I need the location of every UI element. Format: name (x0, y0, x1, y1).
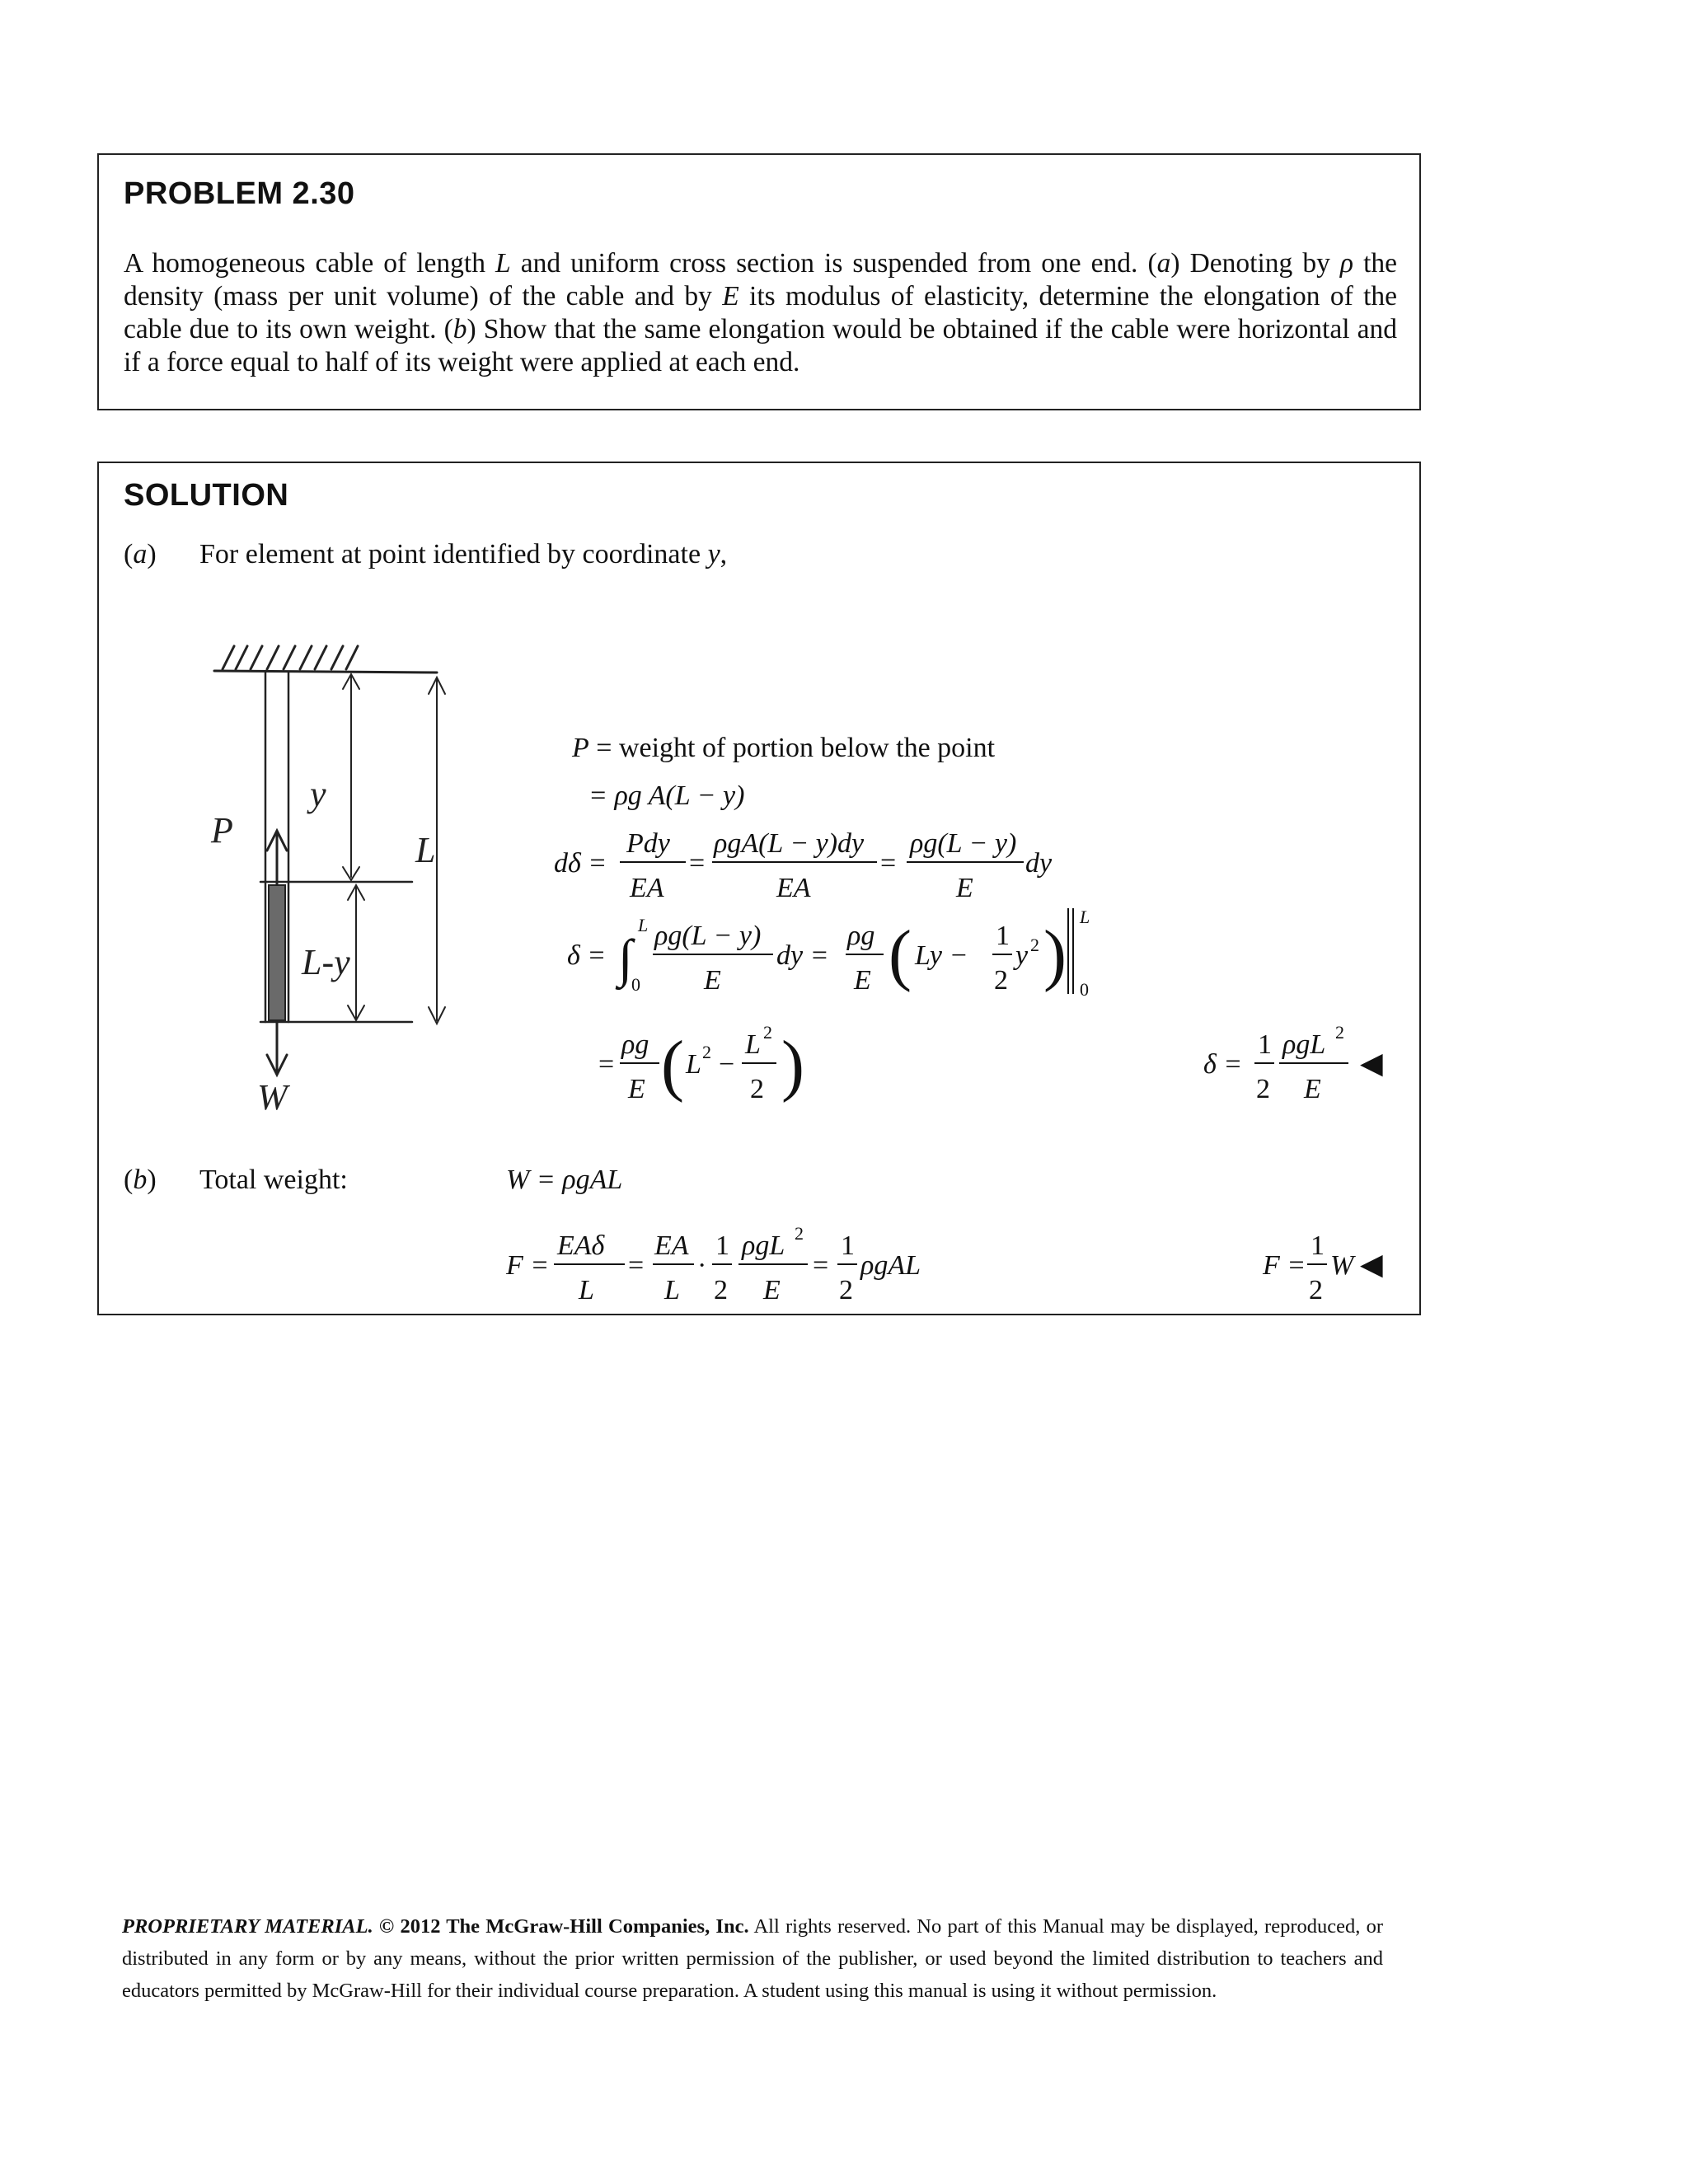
eq-delta-den2: E (854, 965, 871, 996)
paren-right: ) (781, 1027, 804, 1104)
ans-a-num2: ρgL (1282, 1029, 1326, 1060)
eq-delta-lhs: δ = (567, 940, 607, 971)
eq-delta-mid: dy = (776, 940, 829, 971)
equals: = (813, 1250, 829, 1281)
answer-marker-b: ◀ (1360, 1248, 1383, 1281)
ans-b-lhs: F = (1263, 1250, 1306, 1281)
eq-ddelta-tail: dy (1025, 848, 1053, 879)
part-a-letter: a (133, 539, 148, 569)
eq-delta-inner2: y (1015, 940, 1029, 971)
eq-F-lhs: F = (506, 1250, 550, 1281)
eq-F-den2: L (664, 1275, 680, 1305)
eq-F-den3: 2 (714, 1275, 728, 1305)
eq-ddelta-den3: E (956, 873, 973, 903)
fig-label-y: y (310, 774, 326, 814)
part-a-label: (a) (124, 539, 157, 569)
var-rho: ρ (1339, 248, 1354, 279)
eq-delta-num2: ρg (847, 921, 875, 951)
part-b-letter: b (133, 1165, 148, 1195)
eq-final-frac-den: 2 (750, 1074, 764, 1104)
ans-b-num: 1 (1311, 1230, 1325, 1261)
equals: = (689, 848, 706, 879)
integral-sign: ∫ (618, 929, 633, 987)
eq-P-text: = weight of portion below the point (588, 733, 996, 763)
intro-punct: , (720, 539, 728, 569)
var-E: E (722, 281, 739, 312)
fig-label-P: P (211, 810, 233, 851)
paren-left: ( (889, 916, 912, 993)
eq-ddelta-num1: Pdy (626, 828, 670, 859)
int-upper-limit: L (638, 915, 649, 935)
equals: = (880, 848, 897, 879)
eq-ddelta-lhs: dδ = (554, 848, 607, 879)
statement-text: its modulus of elasticity, determine the elongation of the cable due to its own weight. ( (124, 281, 1397, 344)
eq-ddelta-num3: ρg(L − y) (910, 828, 1017, 859)
eq-delta-num1: ρg(L − y) (654, 921, 762, 951)
cable-figure (99, 463, 1419, 1314)
intro-text: For element at point identified by coordinate (199, 539, 708, 569)
eq-delta-den1: E (704, 965, 721, 996)
exponent-2: 2 (1030, 935, 1039, 955)
intro-var-y: y (707, 539, 720, 569)
statement-text: ) Denoting by (1170, 248, 1340, 279)
ceiling-line (214, 671, 437, 673)
eval-upper: L (1080, 907, 1090, 927)
problem-box (97, 153, 1421, 410)
ans-b-var: W (1330, 1250, 1354, 1281)
eq-final-frac-num: L (745, 1029, 761, 1060)
part-b-ref: b (452, 314, 467, 344)
total-weight-label: Total weight: (199, 1165, 348, 1195)
eq-P-var: P (572, 733, 589, 763)
eq-W: W = ρgAL (506, 1165, 623, 1195)
footer-proprietary: PROPRIETARY MATERIAL. (122, 1915, 373, 1938)
dot: · (697, 1250, 707, 1281)
solution-title: SOLUTION (124, 478, 289, 513)
statement-text: the density (mass per unit volume) of the cable and by (124, 248, 1398, 312)
eq-ddelta-den2: EA (776, 873, 811, 903)
eq-final-num: ρg (621, 1029, 649, 1060)
solution-box (97, 462, 1421, 1315)
eq-F-den4: E (763, 1275, 781, 1305)
statement-text: A homogeneous cable of length (124, 248, 496, 279)
equals: = (598, 1049, 615, 1080)
eq-F-den1: L (579, 1275, 594, 1305)
paren-left: ( (661, 1027, 684, 1104)
eval-lower: 0 (1080, 979, 1089, 1000)
eq-ddelta-num2: ρgA(L − y)dy (714, 828, 865, 859)
ceiling-hatch (223, 646, 358, 669)
eq-final-L: L (686, 1049, 701, 1080)
eq-F-den5: 2 (839, 1275, 853, 1305)
paren-right: ) (1043, 916, 1067, 993)
footer-text: All rights reserved. No part of this Manual may be displayed, reproduced, or distributed in any form or by any means, without the prior written permission of the publisher, or used beyond the limited distribution to teachers and educators permitted by McGraw-Hill for their individual course preparation. A student using this manual is using it without permission. (122, 1915, 1383, 2002)
eq-P-line (571, 733, 996, 763)
eq-final-minus: − (719, 1049, 735, 1080)
ans-a-den2: E (1304, 1074, 1321, 1104)
exponent-2: 2 (1335, 1022, 1344, 1043)
exponent-2: 2 (763, 1022, 772, 1043)
eq-P-expression: = ρg A(L − y) (588, 780, 745, 811)
fig-label-W: W (257, 1077, 288, 1118)
statement-text: and uniform cross section is suspended from one end. ( (510, 248, 1157, 279)
eq-ddelta-den1: EA (630, 873, 664, 903)
problem-statement (124, 247, 1397, 379)
part-a-ref: a (1156, 248, 1171, 279)
exponent-2: 2 (702, 1042, 711, 1062)
ans-a-lhs: δ = (1203, 1049, 1243, 1080)
statement-text: ) Show that the same elongation would be obtained if the cable were horizontal and if a force equal to half of its weight were applied at each end. (124, 314, 1397, 377)
fig-label-L: L (415, 830, 436, 870)
eq-delta-half-num: 1 (996, 921, 1010, 951)
ans-a-den1: 2 (1256, 1074, 1270, 1104)
equals: = (628, 1250, 645, 1281)
eq-delta-half-den: 2 (994, 965, 1008, 996)
eq-F-num1: EAδ (557, 1230, 605, 1261)
footer-copyright: © 2012 The McGraw-Hill Companies, Inc. (378, 1915, 749, 1938)
var-L: L (495, 248, 511, 279)
eq-F-num2: EA (654, 1230, 689, 1261)
eq-F-num4: ρgL (742, 1230, 785, 1261)
part-b-label: (b) (124, 1165, 157, 1195)
eq-F-tail: ρgAL (860, 1250, 921, 1281)
eq-F-num3: 1 (715, 1230, 729, 1261)
copyright-footer (122, 1910, 1383, 2007)
ans-a-num1: 1 (1258, 1029, 1272, 1060)
eq-F-num5: 1 (841, 1230, 855, 1261)
int-lower-limit: 0 (631, 974, 640, 995)
problem-title: PROBLEM 2.30 (124, 176, 355, 211)
exponent-2: 2 (795, 1223, 804, 1244)
eq-delta-inner1: Ly − (915, 940, 968, 971)
answer-marker-a: ◀ (1360, 1047, 1383, 1080)
fig-label-L-minus-y: L-y (302, 942, 350, 982)
eq-final-den: E (628, 1074, 645, 1104)
ans-b-den: 2 (1309, 1275, 1323, 1305)
cable-element-shading (269, 885, 285, 1020)
